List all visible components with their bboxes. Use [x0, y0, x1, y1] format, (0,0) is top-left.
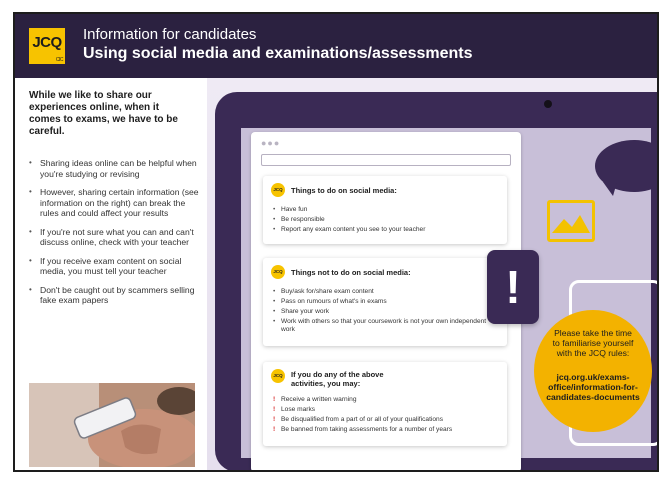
- list-item: • Buy/ask for/share exam content: [273, 288, 501, 296]
- list-item: • Work with others so that your coursework is not your own independent work: [273, 318, 501, 334]
- poster: [13, 12, 659, 472]
- header-subtitle: Information for candidates: [83, 26, 257, 43]
- image-icon-mountain: [550, 203, 592, 239]
- phone-photo-illustration: [29, 383, 195, 467]
- rules-badge: [534, 310, 652, 432]
- list-item: ! Be disqualified from a part of or all of your qualifications: [273, 416, 501, 424]
- phone-photo: [29, 383, 195, 467]
- list-item: • Report any exam content you see to your teacher: [273, 226, 501, 234]
- advice-item: • If you receive exam content on social media, you must tell your teacher: [29, 256, 199, 277]
- intro-text: While we like to share our experiences online, when it comes to exams, we have to be careful.: [29, 90, 178, 137]
- warning-icon: !: [487, 250, 539, 324]
- image-icon: [547, 200, 595, 242]
- browser-dots-icon: ●●●: [261, 138, 281, 148]
- advice-item: • If you're not sure what you can and can't discuss online, check with your teacher: [29, 227, 199, 248]
- card-do: [263, 176, 507, 244]
- address-bar: [261, 154, 511, 166]
- card-title: Things to do on social media:: [291, 186, 397, 195]
- rules-link[interactable]: jcq.org.uk/exams-office/information-for-candidates-documents: [546, 372, 640, 402]
- advice-item: • Sharing ideas online can be helpful when you're studying or revising: [29, 158, 199, 179]
- advice-list: [29, 158, 199, 314]
- logo-text: JCQ: [32, 34, 62, 51]
- list-item: ! Be banned from taking assessments for a number of years: [273, 426, 501, 434]
- list-item: ! Lose marks: [273, 406, 501, 414]
- page-title: Using social media and examinations/assessments: [83, 45, 473, 62]
- jcq-badge-icon: JCQ: [271, 369, 285, 383]
- list-item: ! Receive a written warning: [273, 396, 501, 404]
- logo-subtext: CIC: [55, 57, 63, 63]
- webcam-icon: [544, 100, 552, 108]
- card-dont: [263, 258, 507, 346]
- left-column: [15, 78, 207, 470]
- card-list: [273, 206, 501, 236]
- header: [15, 14, 657, 78]
- list-item: • Have fun: [273, 206, 501, 214]
- jcq-badge-icon: JCQ: [271, 265, 285, 279]
- right-panel: [207, 78, 657, 470]
- list-item: • Share your work: [273, 308, 501, 316]
- card-title: Things not to do on social media:: [291, 268, 411, 277]
- browser-window: [251, 132, 521, 470]
- card-list: [273, 288, 501, 336]
- card-title: If you do any of the above activities, you may:: [291, 370, 384, 388]
- jcq-badge-icon: JCQ: [271, 183, 285, 197]
- rules-lead-text: Please take the time to familiarise yourself with the JCQ rules:: [552, 328, 634, 358]
- list-item: • Pass on rumours of what's in exams: [273, 298, 501, 306]
- advice-item: • However, sharing certain information (see information on the right) can break the rules and could affect your results: [29, 187, 199, 219]
- speech-bubble-tail: [603, 182, 617, 196]
- advice-item: • Don't be caught out by scammers selling fake exam papers: [29, 285, 199, 306]
- list-item: • Be responsible: [273, 216, 501, 224]
- card-consequences: [263, 362, 507, 446]
- card-list: [273, 396, 501, 436]
- jcq-logo: [29, 28, 65, 64]
